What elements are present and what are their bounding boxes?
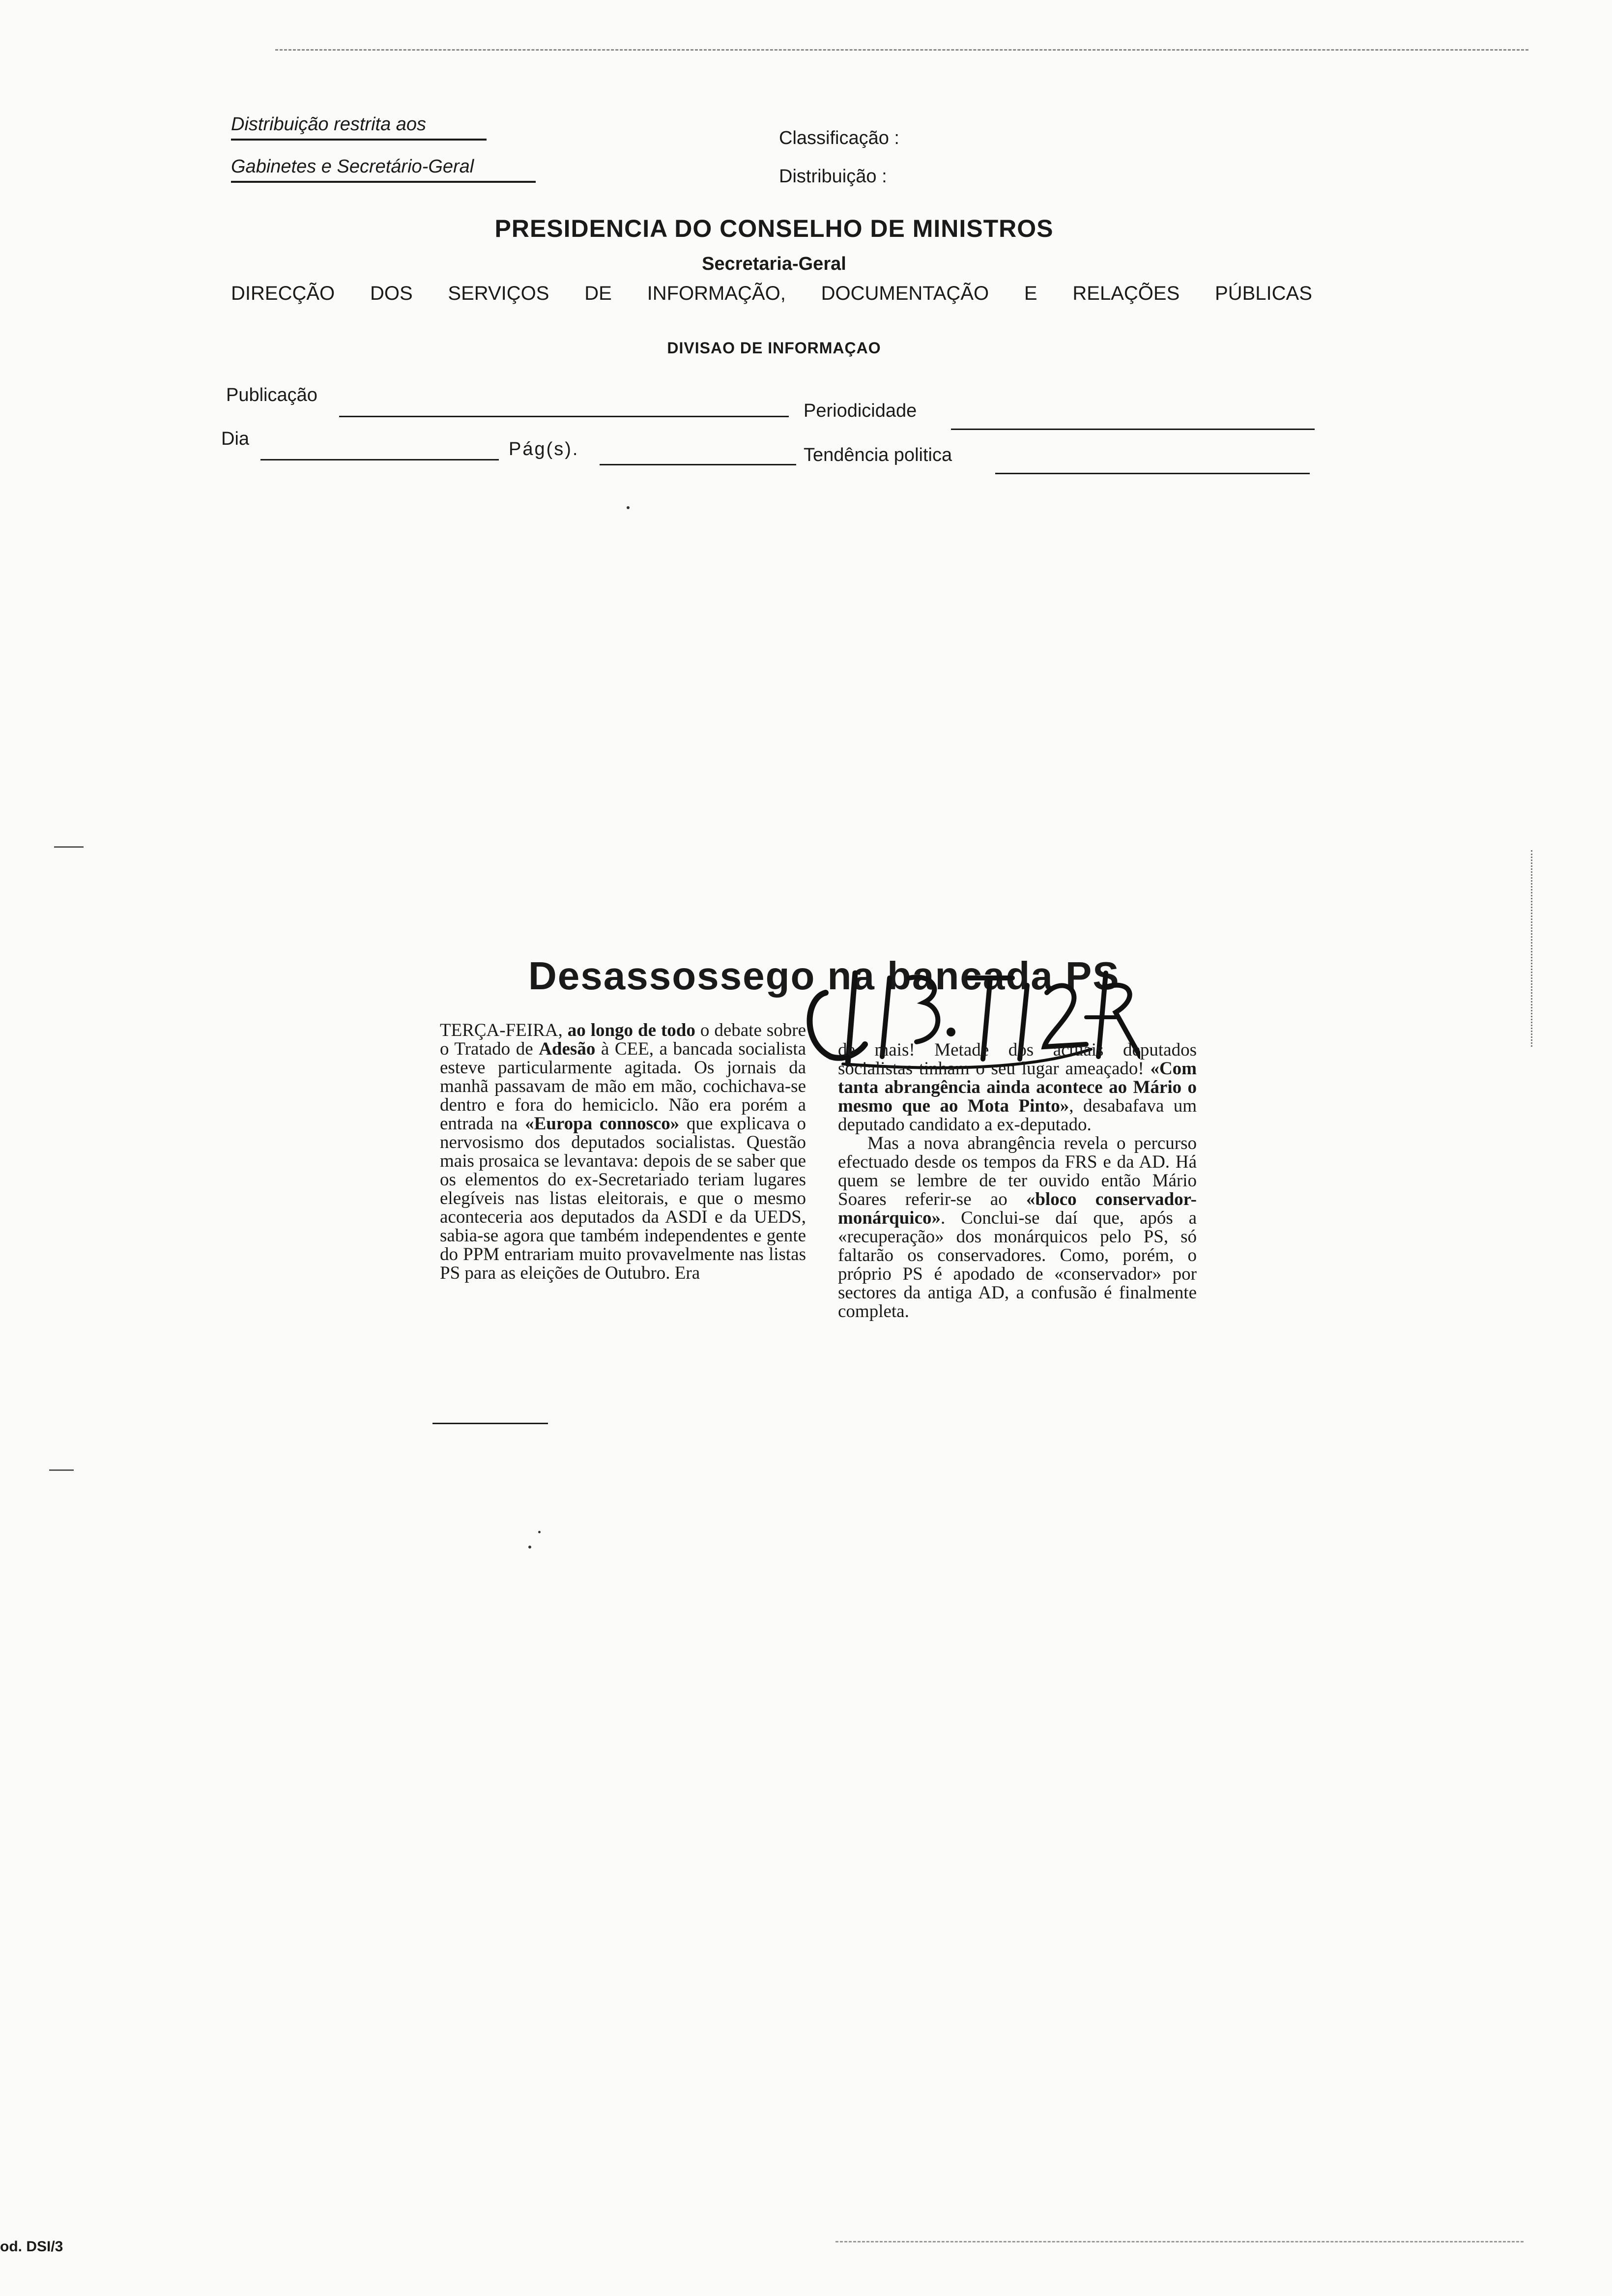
article-text-run: . Conclui-se daí que, após a «recuperação» dos monárquicos pelo PS, só faltarão os conservadores. Como, porém, o próprio PS é apodado de «conservador» por sectores da antiga AD, a confusão é finalmente completa. bbox=[838, 1208, 1197, 1321]
article-right-column bbox=[838, 1041, 1197, 1321]
page-subtitle: Secretaria-Geral bbox=[702, 254, 846, 274]
article-text-run: que explicava o nervosismo dos deputados socialistas. Questão mais prosaica se levantava: depois de se saber que os elementos do ex-Secretariado teriam lugares elegíveis nas listas eleitorais, e que o mesmo aconteceria aos deputados da ASDI e da UEDS, sabia-se agora que também independentes e gente do PPM entrariam muito provavelmente nas listas PS para as eleições de Outubro. Era bbox=[440, 1114, 806, 1283]
article-text-run: «Europa connosco» bbox=[525, 1114, 680, 1134]
restricted-distribution-line-2: Gabinetes e Secretário-Geral bbox=[231, 156, 474, 177]
article-paragraph bbox=[838, 1041, 1197, 1134]
article-text-run: Adesão bbox=[539, 1039, 596, 1059]
page-title: PRESIDENCIA DO CONSELHO DE MINISTROS bbox=[494, 215, 1054, 242]
article-text-run: Mas a nova abrangência revela o percurso efectuado desde os tempos da FRS e da AD. Há quem se lembre de ter ouvido então Mário Soares referir-se ao bbox=[838, 1133, 1197, 1209]
classificacao-label: Classificação : bbox=[779, 128, 899, 148]
scan-speck bbox=[627, 506, 630, 509]
periodicidade-label: Periodicidade bbox=[804, 401, 917, 421]
tendencia-field-line bbox=[995, 473, 1310, 474]
article-paragraph bbox=[440, 1021, 806, 1283]
direccao-word: DOCUMENTAÇÃO bbox=[821, 283, 989, 304]
direccao-word: RELAÇÕES bbox=[1072, 283, 1180, 304]
periodicidade-field-line bbox=[951, 429, 1315, 430]
direccao-word: SERVIÇOS bbox=[448, 283, 549, 304]
restricted-underline-1 bbox=[231, 139, 487, 141]
article-text-run: ao longo de todo bbox=[567, 1020, 695, 1040]
article-text-run: TERÇA-FEIRA, bbox=[440, 1020, 568, 1040]
dia-label: Dia bbox=[221, 429, 250, 449]
article-text-run: à CEE, a bancada socialista esteve particularmente agitada. Os jornais da manhã passavam de mão em mão, cochichava-se dentro e fora do hemiciclo. Não era porém a entrada na bbox=[440, 1039, 806, 1134]
scan-speck bbox=[528, 1546, 531, 1549]
direccao-word: INFORMAÇÃO, bbox=[647, 283, 786, 304]
scan-margin-mark bbox=[1531, 850, 1534, 1047]
dia-field-line bbox=[260, 459, 499, 460]
divisao-heading: DIVISAO DE INFORMAÇAO bbox=[667, 339, 881, 357]
article-end-rule bbox=[432, 1423, 548, 1424]
restricted-underline-2 bbox=[231, 181, 536, 183]
restricted-distribution-line-1: Distribuição restrita aos bbox=[231, 114, 427, 135]
pags-field-line bbox=[600, 464, 796, 465]
direccao-word: PÚBLICAS bbox=[1215, 283, 1312, 304]
direccao-word: DOS bbox=[370, 283, 413, 304]
pags-label: Pág(s). bbox=[509, 439, 579, 459]
article-text-run: , desabafava um deputado candidato a ex-deputado. bbox=[838, 1096, 1197, 1135]
scan-mark bbox=[54, 846, 84, 848]
article-text-run: o debate sobre o Tratado de bbox=[440, 1020, 806, 1059]
article-left-column bbox=[440, 1021, 806, 1283]
direccao-line bbox=[231, 283, 1312, 305]
tendencia-label: Tendência politica bbox=[804, 445, 952, 465]
scan-bottom-edge bbox=[835, 2241, 1524, 2243]
scan-mark bbox=[49, 1469, 74, 1471]
article-text-run: «Com tanta abrangência ainda acontece ao Mário o mesmo que ao Mota Pinto» bbox=[838, 1059, 1197, 1116]
direccao-word: DIRECÇÃO bbox=[231, 283, 335, 304]
article-paragraph bbox=[838, 1134, 1197, 1321]
article-headline: Desassossego na bancada PS bbox=[528, 954, 1120, 998]
publicacao-field-line bbox=[339, 416, 789, 417]
direccao-word: DE bbox=[584, 283, 612, 304]
publicacao-label: Publicação bbox=[226, 385, 317, 405]
article-text-run: de mais! Metade dos actuais deputados socialistas tinham o seu lugar ameaçado! bbox=[838, 1040, 1197, 1079]
direccao-word: E bbox=[1024, 283, 1037, 304]
scan-top-edge bbox=[275, 49, 1528, 52]
form-code: od. DSI/3 bbox=[0, 2239, 63, 2255]
article-text-run: «bloco conservador-monárquico» bbox=[838, 1189, 1197, 1228]
scan-speck bbox=[538, 1531, 541, 1533]
distribuicao-label: Distribuição : bbox=[779, 166, 887, 187]
